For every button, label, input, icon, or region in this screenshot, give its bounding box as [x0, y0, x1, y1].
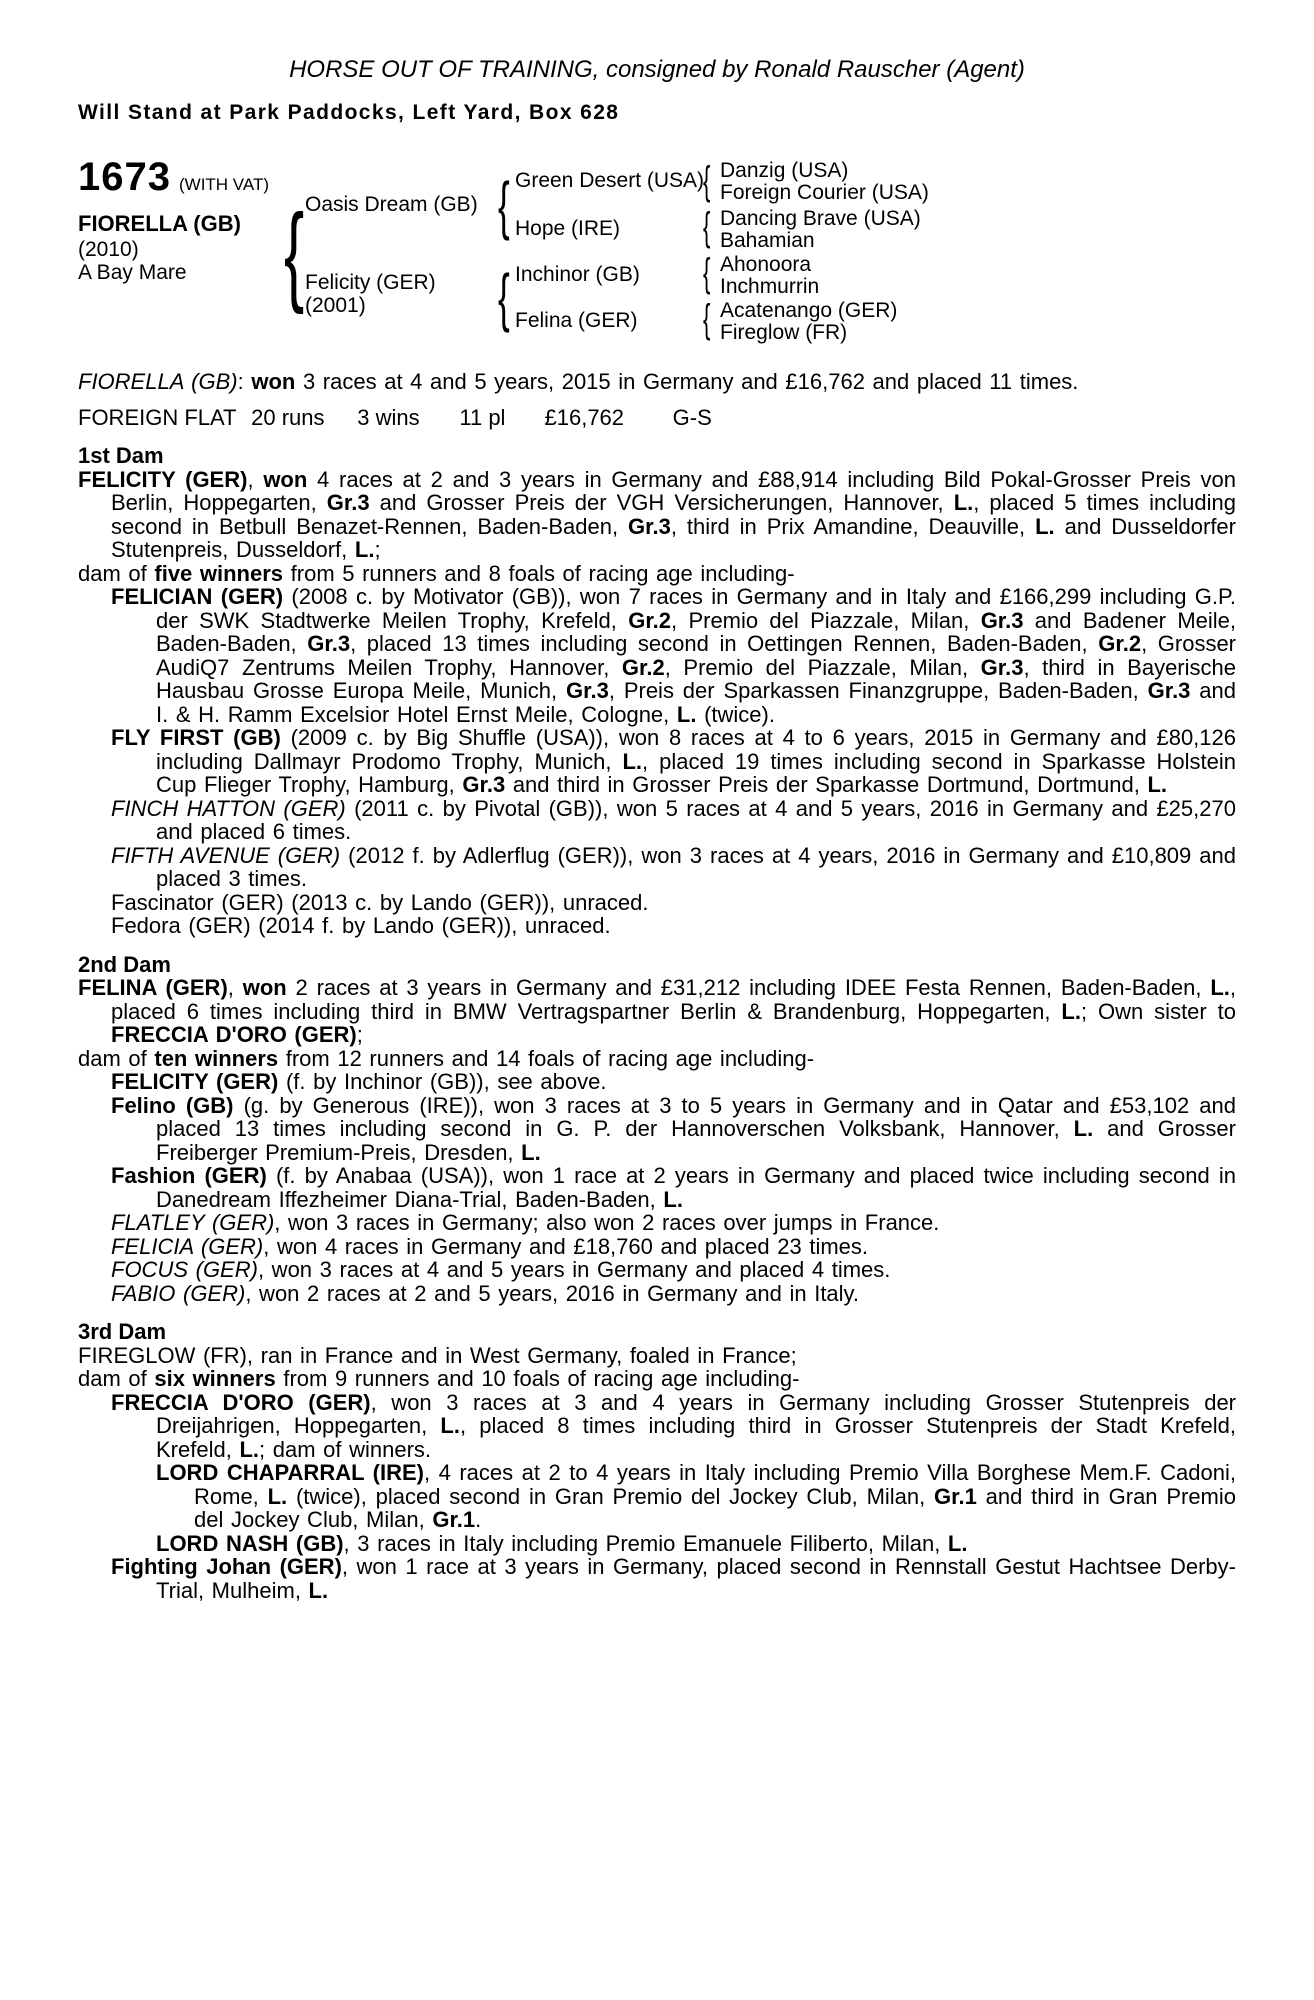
race-record-earnings: £16,762: [544, 404, 625, 430]
dam-section: [78, 953, 1236, 1306]
pedigree-paragraph: FELINA (GER), won 2 races at 3 years in Germany and £31,212 including IDEE Festa Rennen, Baden-Baden, L., placed 6 times including third in BMW Vertragspartner Berlin & Brandenburg, Hoppegarten, L.; Own sister to FRECCIA D'ORO (GER);: [78, 975, 1237, 1047]
sire-name: Oasis Dream (GB): [305, 193, 478, 216]
pedigree-paragraph: Felino (GB) (g. by Generous (IRE)), won 3 races at 3 to 5 years in Germany and in Qatar and £53,102 and placed 13 times including second in G. P. der Hannoverschen Volksbank, Hannover, L. and Grosser Freiberger Premium-Preis, Dresden, L.: [111, 1092, 1236, 1165]
horse-foaling-year: (2010): [78, 238, 139, 261]
granddam-name: Hope (IRE): [515, 217, 621, 240]
race-record-going: G-S: [672, 404, 712, 430]
pedigree-brace: [498, 167, 510, 243]
pedigree-brace: [703, 204, 710, 250]
great-grandparent-name: Fireglow (FR): [720, 321, 848, 344]
dam-year: (2001): [305, 294, 366, 317]
pedigree-brace: [703, 250, 710, 296]
race-record-placings: 11 pl: [459, 404, 506, 430]
great-grandparent-name: Dancing Brave (USA): [720, 207, 921, 230]
dam-section: [78, 1320, 1236, 1602]
dam-name: Felicity (GER): [305, 271, 436, 294]
race-record-line: [78, 406, 1236, 430]
section-heading: 1st Dam: [78, 443, 164, 468]
pedigree-paragraph: FINCH HATTON (GER) (2011 c. by Pivotal (GB)), won 5 races at 4 and 5 years, 2016 in Germany and £25,270 and placed 6 times.: [111, 795, 1236, 844]
pedigree-paragraph: FLATLEY (GER), won 3 races in Germany; also won 2 races over jumps in France.: [111, 1210, 940, 1235]
pedigree-paragraph: FELICITY (GER), won 4 races at 2 and 3 years in Germany and £88,914 including Bild Pokal-Grosser Preis von Berlin, Hoppegarten, Gr.3 and Grosser Preis der VGH Versicherungen, Hannover, L., placed 5 times including second in Betbull Benazet-Rennen, Baden-Baden, Gr.3, third in Prix Amandine, Deauville, L. and Dusseldorfer Stutenpreis, Dusseldorf, L.;: [78, 466, 1237, 562]
lot-number: 1673: [78, 155, 171, 199]
consignor-line: HORSE OUT OF TRAINING, consigned by Ronald Rauscher (Agent): [289, 56, 1025, 83]
pedigree-brace: [284, 187, 304, 319]
pedigree-tree: [78, 151, 1236, 359]
granddam-name: Felina (GER): [515, 309, 638, 332]
great-grandparent-name: Bahamian: [720, 229, 815, 252]
great-grandparent-name: Foreign Courier (USA): [720, 181, 929, 204]
pedigree-paragraph: Fashion (GER) (f. by Anabaa (USA)), won 1 race at 2 years in Germany and placed twice including second in Danedream Iffezheimer Diana-Trial, Baden-Baden, L.: [111, 1163, 1236, 1212]
pedigree-paragraph: Fedora (GER) (2014 f. by Lando (GER)), unraced.: [111, 913, 611, 938]
great-grandparent-name: Inchmurrin: [720, 275, 820, 298]
pedigree-paragraph: dam of ten winners from 12 runners and 14 foals of racing age including-: [78, 1045, 815, 1071]
pedigree-brace: [703, 296, 710, 342]
horse-description: A Bay Mare: [78, 261, 187, 284]
lot-number-row: [78, 155, 269, 200]
pedigree-paragraph: Fascinator (GER) (2013 c. by Lando (GER)), unraced.: [111, 889, 649, 915]
grandsire-name: Inchinor (GB): [515, 263, 640, 286]
great-grandparent-name: Danzig (USA): [720, 159, 849, 182]
pedigree-brace: [703, 158, 710, 204]
pedigree-paragraph: FELICITY (GER) (f. by Inchinor (GB)), see above.: [111, 1069, 607, 1094]
catalogue-body: [78, 370, 1236, 1602]
pedigree-paragraph: FIREGLOW (FR), ran in France and in West Germany, foaled in France;: [78, 1342, 797, 1368]
stand-location-line: Will Stand at Park Paddocks, Left Yard, Box 628: [78, 101, 620, 124]
horse-name: FIORELLA (GB): [78, 211, 241, 236]
pedigree-paragraph: dam of six winners from 9 runners and 10 foals of racing age including-: [78, 1366, 800, 1391]
lineage-sections: [78, 444, 1236, 1602]
pedigree-paragraph: FLY FIRST (GB) (2009 c. by Big Shuffle (USA)), won 8 races at 4 to 6 years, 2015 in Germany and £80,126 including Dallmayr Prodomo Trophy, Munich, L., placed 19 times including second in Sparkasse Holstein Cup Flieger Trophy, Hamburg, Gr.3 and third in Grosser Preis der Sparkasse Dortmund, Dortmund, L.: [111, 725, 1237, 797]
pedigree-paragraph: FABIO (GER), won 2 races at 2 and 5 years, 2016 in Germany and in Italy.: [111, 1280, 860, 1306]
lot-race-summary: FIORELLA (GB): won 3 races at 4 and 5 years, 2015 in Germany and £16,762 and placed 11 times.: [78, 369, 1079, 394]
race-record-runs: 20 runs: [251, 404, 325, 430]
section-heading: 2nd Dam: [78, 951, 171, 977]
pedigree-paragraph: FIFTH AVENUE (GER) (2012 f. by Adlerflug (GER)), won 3 races at 4 years, 2016 in Germany and £10,809 and placed 3 times.: [111, 842, 1237, 891]
lot-vat-note: (WITH VAT): [178, 175, 269, 194]
pedigree-paragraph: LORD CHAPARRAL (IRE), 4 races at 2 to 4 years in Italy including Premio Villa Borghese Mem.F. Cadoni, Rome, L. (twice), placed second in Gran Premio del Jockey Club, Milan, Gr.1 and third in Gran Premio del Jockey Club, Milan, Gr.1.: [156, 1460, 1237, 1532]
great-grandparent-name: Acatenango (GER): [720, 299, 898, 322]
dam-section: [78, 444, 1236, 938]
pedigree-paragraph: FOCUS (GER), won 3 races at 4 and 5 years in Germany and placed 4 times.: [111, 1257, 891, 1282]
pedigree-paragraph: LORD NASH (GB), 3 races in Italy including Premio Emanuele Filiberto, Milan, L.: [156, 1530, 968, 1556]
section-heading: 3rd Dam: [78, 1319, 167, 1344]
pedigree-paragraph: Fighting Johan (GER), won 1 race at 3 years in Germany, placed second in Rennstall Gestut Hachtsee Derby-Trial, Mulheim, L.: [111, 1554, 1236, 1603]
great-grandparent-name: Ahonoora: [720, 253, 812, 276]
pedigree-brace: [498, 259, 510, 335]
race-record-wins: 3 wins: [357, 404, 420, 430]
race-record-category: FOREIGN FLAT: [78, 404, 237, 430]
pedigree-paragraph: dam of five winners from 5 runners and 8 foals of racing age including-: [78, 560, 795, 586]
pedigree-paragraph: FRECCIA D'ORO (GER), won 3 races at 3 and 4 years in Germany including Grosser Stutenpreis der Dreijahrigen, Hoppegarten, L., placed 8 times including third in Grosser Stutenpreis der Stadt Krefeld, Krefeld, L.; dam of winners.: [111, 1389, 1236, 1462]
pedigree-paragraph: FELICIAN (GER) (2008 c. by Motivator (GB)), won 7 races in Germany and in Italy and £166,299 including G.P. der SWK Stadtwerke Meilen Trophy, Krefeld, Gr.2, Premio del Piazzale, Milan, Gr.3 and Badener Meile, Baden-Baden, Gr.3, placed 13 times including second in Oettingen Rennen, Baden-Baden, Gr.2, Grosser AudiQ7 Zentrums Meilen Trophy, Hannover, Gr.2, Premio del Piazzale, Milan, Gr.3, third in Bayerische Hausbau Grosse Europa Meile, Munich, Gr.3, Preis der Sparkassen Finanzgruppe, Baden-Baden, Gr.3 and I. & H. Ramm Excelsior Hotel Ernst Meile, Cologne, L. (twice).: [111, 584, 1237, 727]
grandsire-name: Green Desert (USA): [515, 169, 705, 192]
pedigree-paragraph: FELICIA (GER), won 4 races in Germany and £18,760 and placed 23 times.: [111, 1233, 869, 1259]
